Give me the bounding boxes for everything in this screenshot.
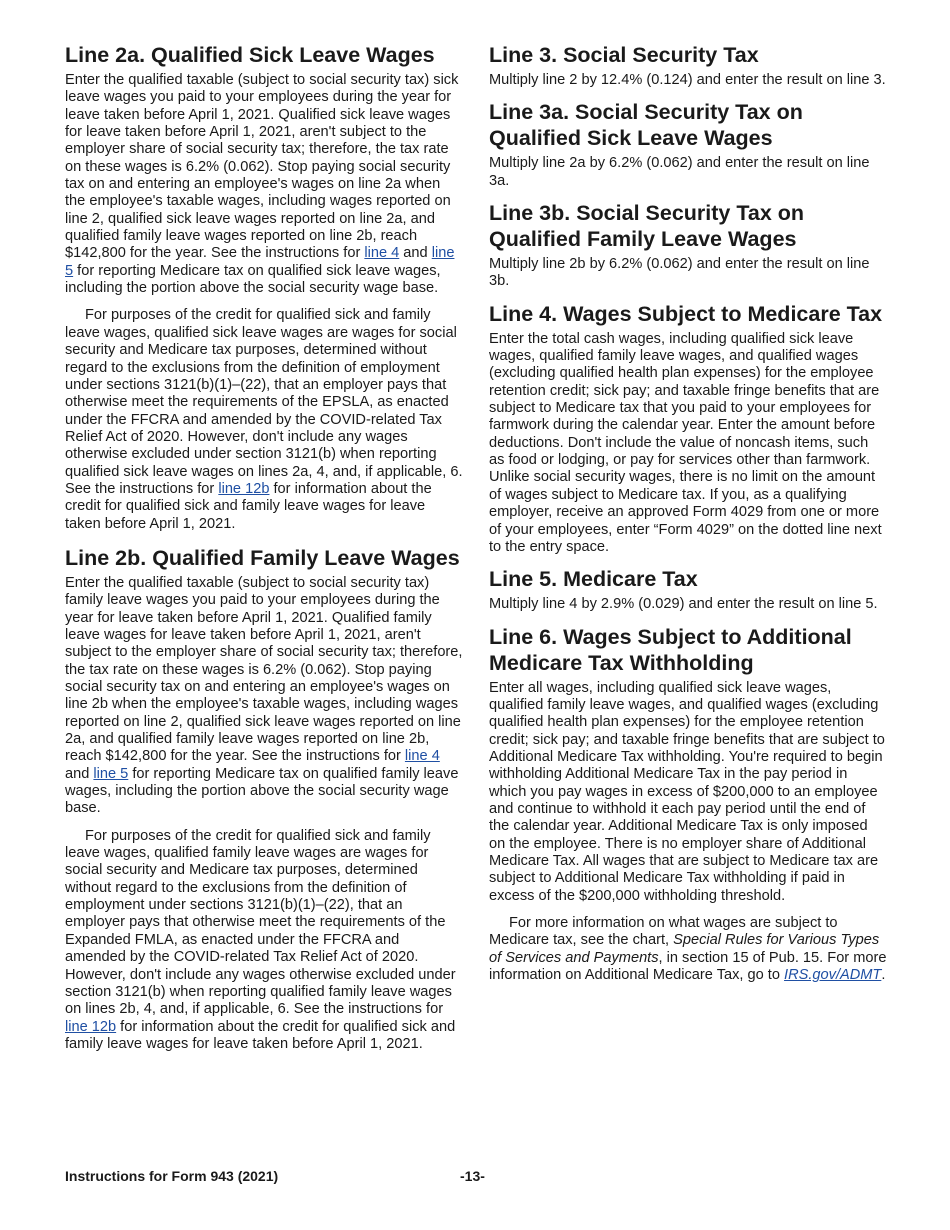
page-footer — [65, 1168, 885, 1188]
heading-line-2b: Line 2b. Qualified Family Leave Wages — [65, 545, 460, 570]
section-line-3b — [489, 200, 887, 291]
text: For purposes of the credit for qualified sick and family leave wages, qualified sick leave wages are wages for social security and Medicare tax purposes, determined without regard to the exclusions from the definition of employment under sections 3121(b)(1)–(22), that an employer pays that otherwise meet the requirements of the EPSLA, as enacted under the FFCRA and amended by the COVID-related Tax Relief Act of 2020. However, don't include any wages otherwise excluded under section 3121(b) when reporting qualified sick leave wages on lines 2a, 4, and, if applicable, 6. See the instructions for — [65, 307, 463, 497]
section-line-2a — [65, 42, 463, 533]
paragraph: Multiply line 2b by 6.2% (0.062) and enter the result on line 3b. — [489, 256, 870, 290]
right-column — [489, 42, 887, 994]
chart-title-reference: Special Rules for Various Types of Services and Payments — [489, 932, 880, 966]
footer-form-title: Instructions for Form 943 (2021) — [65, 1168, 279, 1184]
section-line-5 — [489, 566, 887, 613]
paragraph: Multiply line 4 by 2.9% (0.029) and enter the result on line 5. — [489, 596, 878, 613]
text: For purposes of the credit for qualified sick and family leave wages, qualified family leave wages are wages for social security and Medicare tax purposes, determined without regard to the exclusions from the definition of employment under sections 3121(b)(1)–(22), that an employer pays that otherwise meet the requirements of the Expanded FMLA, as enacted under the FFCRA and amended by the COVID-related Tax Relief Act of 2020. However, don't include any wages otherwise excluded under section 3121(b) when reporting qualified family leave wages on lines 2b, 4, and, if applicable, 6. See the instructions for — [65, 827, 456, 1018]
text: for information about the credit for qualified sick and family leave wages for leave taken before April 1, 2021. — [65, 480, 432, 532]
link-line-12b[interactable]: line 12b — [218, 480, 270, 497]
link-line-12b[interactable]: line 12b — [65, 1018, 117, 1035]
heading-line-3a: Line 3a. Social Security Tax on Qualified Sick Leave Wages — [489, 100, 803, 151]
paragraph: Multiply line 2 by 12.4% (0.124) and enter the result on line 3. — [489, 72, 886, 88]
paragraph — [65, 307, 463, 532]
text: and — [399, 245, 432, 262]
paragraph — [489, 915, 887, 984]
text: Enter the qualified taxable (subject to social security tax) sick leave wages you paid to your employees during the year for leave taken before April 1, 2021. Qualified sick leave wages for leave taken before April 1, 2021, aren't subject to the employer share of social security tax; therefore, the tax rate on these wages is 6.2% (0.062). Stop paying social security tax on and entering an employee's wages on line 2a when the employee's taxable wages, including wages reported on line 2, qualified sick leave wages reported on line 2a, and qualified family leave wages reported on line 2b, reach $142,800 for the year. See the instructions for — [65, 72, 459, 262]
link-line-4[interactable]: line 4 — [404, 748, 440, 765]
section-line-2b — [65, 545, 463, 1053]
heading-line-6: Line 6. Wages Subject to Additional Medicare Tax Withholding — [489, 624, 852, 675]
text: and — [65, 765, 94, 782]
section-line-3 — [489, 42, 887, 89]
paragraph: Multiply line 2a by 6.2% (0.062) and enter the result on line 3a. — [489, 155, 870, 189]
paragraph — [65, 828, 463, 1053]
paragraph: Enter the total cash wages, including qualified sick leave wages, qualified family leave wages, and qualified wages (excluding qualified health plan expenses) for the employee retention credit; sick pay; and taxable fringe benefits that are subject to Medicare tax that you paid to your employees for farmwork during the calendar year. Enter the amount before deductions. Don't include the value of noncash items, such as food or lodging, or pay for services other than farmwork. Unlike social security wages, there is no limit on the amount of wages subject to Medicare tax. If you, as a qualifying employer, receive an approved Form 4029 from one or more of your employees, enter “Form 4029” on the dotted line next to the entry space. — [489, 330, 882, 555]
section-line-4 — [489, 301, 887, 556]
link-line-5[interactable]: line 5 — [65, 245, 455, 279]
heading-line-3: Line 3. Social Security Tax — [489, 43, 759, 67]
heading-line-4: Line 4. Wages Subject to Medicare Tax — [489, 301, 883, 326]
text: for reporting Medicare tax on qualified sick leave wages, including the portion above the social security wage base. — [65, 262, 441, 297]
text: , in section 15 of Pub. 15. For more information on Additional Medicare Tax, go to — [489, 949, 887, 984]
heading-line-5: Line 5. Medicare Tax — [489, 567, 698, 592]
section-line-3a — [489, 99, 887, 190]
paragraph — [65, 575, 463, 818]
text: For more information on what wages are subject to Medicare tax, see the chart, — [489, 915, 838, 949]
left-column — [65, 42, 463, 1065]
heading-line-3b: Line 3b. Social Security Tax on Qualified Family Leave Wages — [489, 201, 805, 252]
link-line-4[interactable]: line 4 — [364, 245, 400, 262]
text: . — [881, 967, 886, 984]
link-irs-admt[interactable]: IRS.gov/ADMT — [784, 967, 882, 984]
text: for information about the credit for qualified sick and family leave wages for leave taken before April 1, 2021. — [65, 1018, 456, 1052]
text: Enter the qualified taxable (subject to social security tax) family leave wages you paid to your employees during the year for leave taken before April 1, 2021. Qualified family leave wages for leave taken before April 1, 2021, aren't subject to the employer share of social security tax; therefore, the tax rate on these wages is 6.2% (0.062). Stop paying social security tax on and entering an employee's wages on line 2b when the employee's taxable wages, including wages reported on line 2, qualified sick leave wages reported on line 2a, and qualified family leave wages reported on line 2b, reach $142,800 for the year. See the instructions for — [65, 574, 463, 765]
heading-line-2a: Line 2a. Qualified Sick Leave Wages — [65, 43, 435, 67]
paragraph — [65, 72, 463, 297]
paragraph: Enter all wages, including qualified sick leave wages, qualified family leave wages, and qualified wages (excluding qualified health plan expenses) for the employee retention credit; sick pay; and taxable fringe benefits that are subject to Additional Medicare Tax withholding. You're required to begin withholding Additional Medicare Tax in the pay period in which you pay wages in excess of $200,000 to an employee and continue to withhold it each pay period until the end of the calendar year. Additional Medicare Tax is only imposed on the employee. There is no employer share of Additional Medicare Tax. All wages that are subject to Medicare tax are subject to Additional Medicare Tax withholding if paid in excess of the $200,000 withholding threshold. — [489, 679, 885, 904]
text: for reporting Medicare tax on qualified family leave wages, including the portion above the social security wage base. — [65, 765, 459, 817]
section-line-6 — [489, 624, 887, 985]
link-line-5[interactable]: line 5 — [93, 765, 129, 782]
page-number: -13- — [460, 1168, 485, 1184]
